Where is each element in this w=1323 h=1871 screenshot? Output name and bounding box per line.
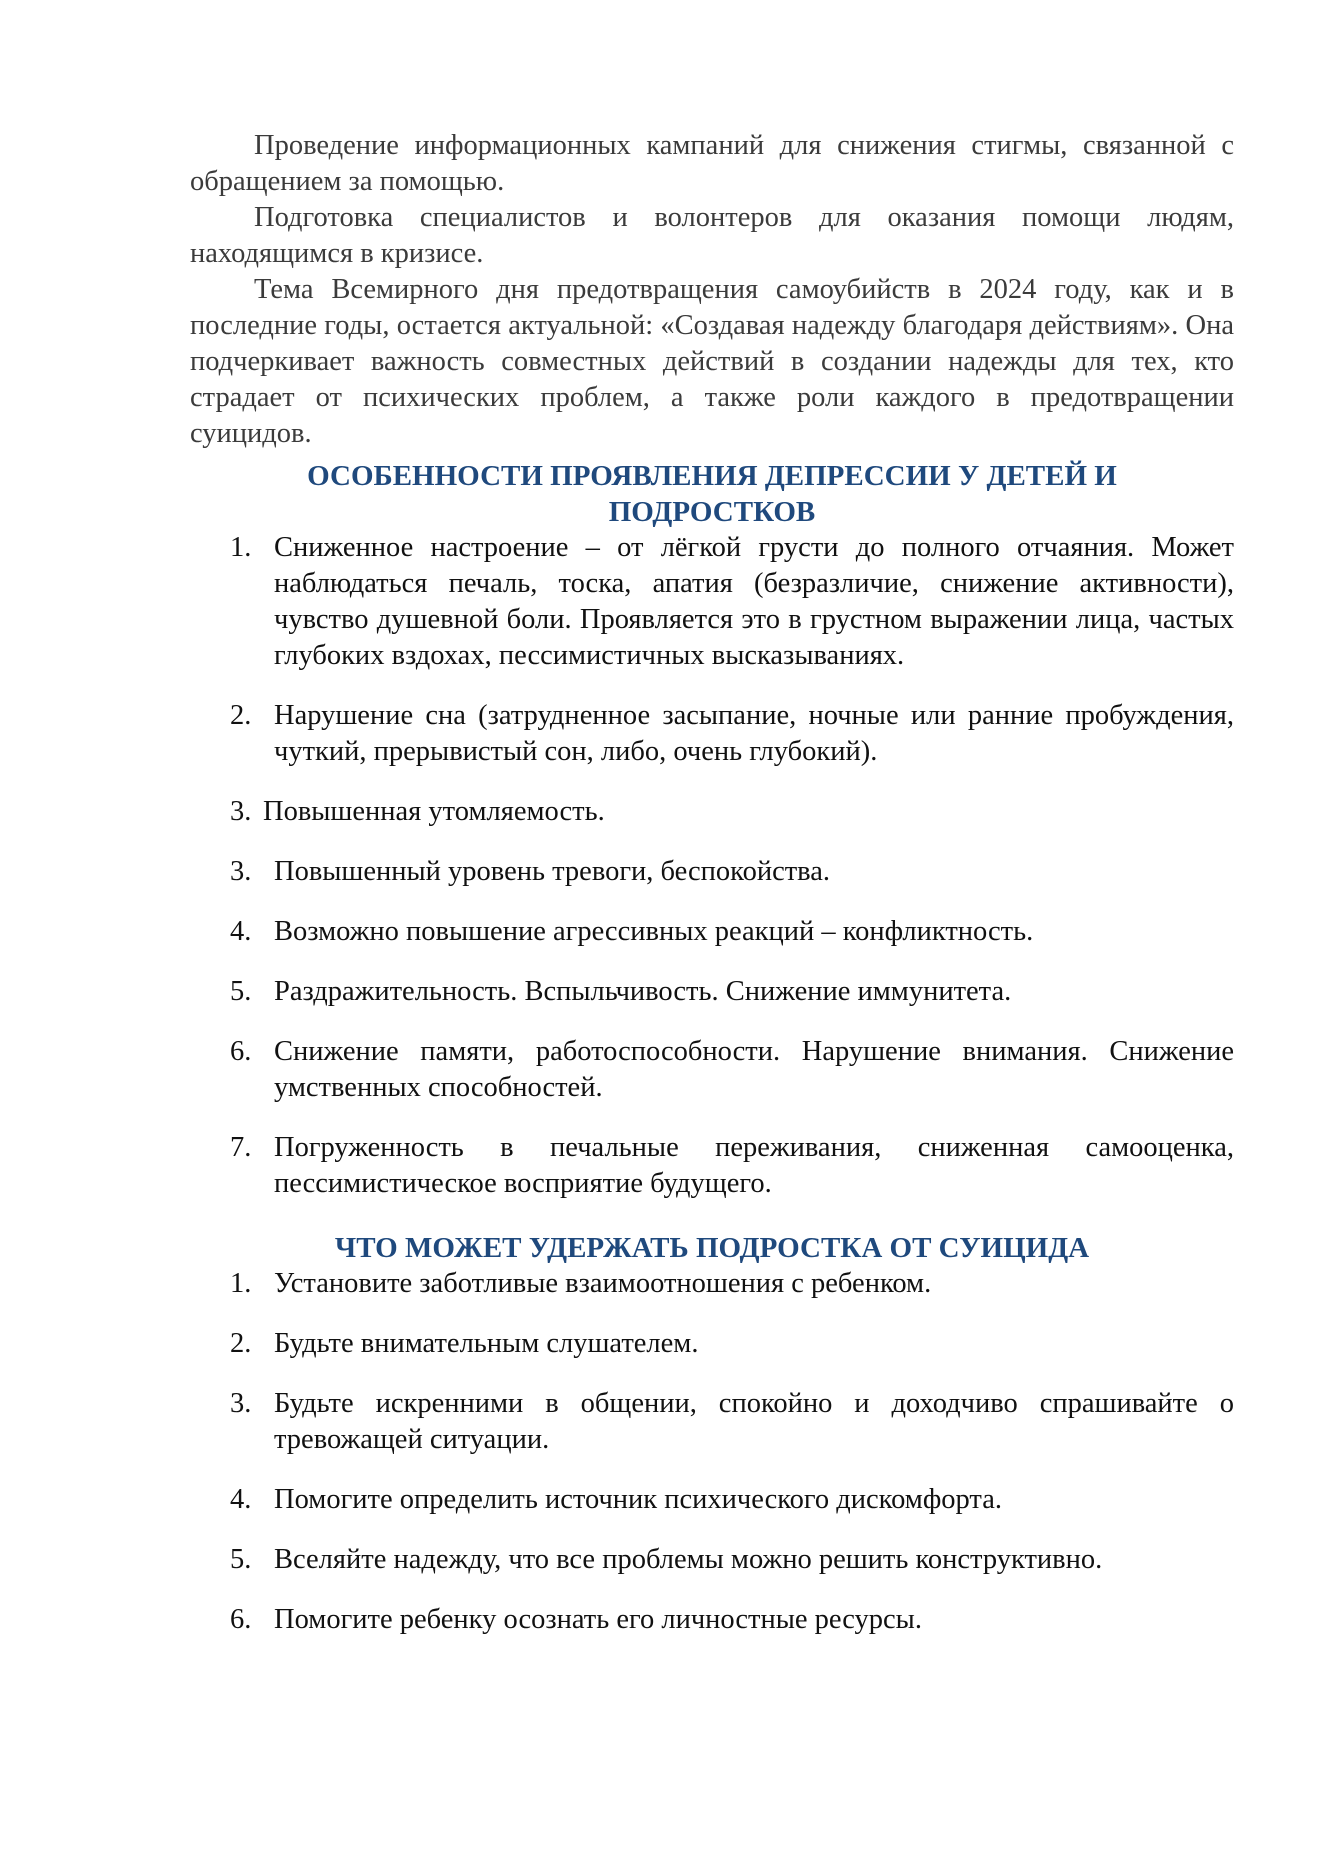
list-item-text: Повышенная утомляемость.	[263, 796, 605, 827]
list-item-number: 3.	[230, 856, 252, 887]
list-item	[190, 1602, 1234, 1638]
list-item-text: Погруженность в печальные переживания, сниженная самооценка, пессимистическое восприятие будущего.	[274, 1132, 1234, 1199]
list-item-text: Снижение памяти, работоспособности. Нарушение внимания. Снижение умственных способностей.	[274, 1036, 1234, 1103]
list-item-text: Нарушение сна (затрудненное засыпание, ночные или ранние пробуждения, чуткий, прерывистый сон, либо, очень глубокий).	[274, 700, 1234, 767]
list-item-number: 4.	[230, 916, 252, 947]
list-item	[190, 974, 1234, 1010]
list-item-text: Помогите ребенку осознать его личностные ресурсы.	[274, 1604, 922, 1635]
list-item-text: Повышенный уровень тревоги, беспокойства.	[274, 856, 831, 887]
list-item	[190, 1266, 1234, 1302]
list-item	[190, 794, 1234, 830]
list-item-text: Сниженное настроение – от лёгкой грусти до полного отчаяния. Может наблюдаться печаль, тоска, апатия (безразличие, снижение активности), чувство душевной боли. Проявляется это в грустном выражении лица, частых глубоких вздохах, пессимистичных высказываниях.	[274, 532, 1234, 671]
intro-paragraph: Проведение информационных кампаний для снижения стигмы, связанной с обращением за помощью.	[190, 130, 1234, 197]
list-item-text: Раздражительность. Вспыльчивость. Снижение иммунитета.	[274, 976, 1012, 1007]
intro-block	[190, 128, 1234, 452]
intro-paragraph: Тема Всемирного дня предотвращения самоубийств в 2024 году, как и в последние годы, остается актуальной: «Создавая надежду благодаря действиям». Она подчеркивает важность совместных действий в создании надежды для тех, кто страдает от психических проблем, а также роли каждого в предотвращении суицидов.	[190, 274, 1234, 449]
intro-paragraph: Подготовка специалистов и волонтеров для оказания помощи людям, находящимся в кризисе.	[190, 202, 1234, 269]
document-page	[190, 128, 1234, 1662]
section-heading-prevention: ЧТО МОЖЕТ УДЕРЖАТЬ ПОДРОСТКА ОТ СУИЦИДА	[334, 1232, 1090, 1264]
list-item-text: Будьте искренними в общении, спокойно и доходчиво спрашивайте о тревожащей ситуации.	[274, 1388, 1234, 1455]
list-item-number: 3.	[230, 796, 252, 827]
list-item	[190, 914, 1234, 950]
list-item	[190, 854, 1234, 890]
list-item	[190, 1034, 1234, 1106]
list-item-text: Будьте внимательным слушателем.	[274, 1328, 699, 1359]
list-item-number: 1.	[230, 1268, 252, 1299]
list-item-text: Помогите определить источник психического дискомфорта.	[274, 1484, 1002, 1515]
list-item-text: Вселяйте надежду, что все проблемы можно решить конструктивно.	[274, 1544, 1103, 1575]
list-item-number: 1.	[230, 532, 252, 563]
list-item	[190, 530, 1234, 674]
list-item-number: 5.	[230, 976, 252, 1007]
list-item-text: Установите заботливые взаимоотношения с ребенком.	[274, 1268, 932, 1299]
list-item-number: 2.	[230, 700, 252, 731]
list-item-text: Возможно повышение агрессивных реакций – конфликтность.	[274, 916, 1034, 947]
list-item	[190, 698, 1234, 770]
list-item-number: 6.	[230, 1036, 252, 1067]
depression-signs-list	[190, 530, 1234, 1202]
prevention-list	[190, 1266, 1234, 1638]
list-item	[190, 1482, 1234, 1518]
list-item-number: 6.	[230, 1604, 252, 1635]
section-heading-depression: ОСОБЕННОСТИ ПРОЯВЛЕНИЯ ДЕПРЕССИИ У ДЕТЕЙ И ПОДРОСТКОВ	[307, 460, 1117, 528]
list-item	[190, 1130, 1234, 1202]
list-item	[190, 1386, 1234, 1458]
list-item-number: 3.	[230, 1388, 252, 1419]
list-item	[190, 1326, 1234, 1362]
list-item	[190, 1542, 1234, 1578]
list-item-number: 5.	[230, 1544, 252, 1575]
list-item-number: 4.	[230, 1484, 252, 1515]
list-item-number: 2.	[230, 1328, 252, 1359]
list-item-number: 7.	[230, 1132, 252, 1163]
